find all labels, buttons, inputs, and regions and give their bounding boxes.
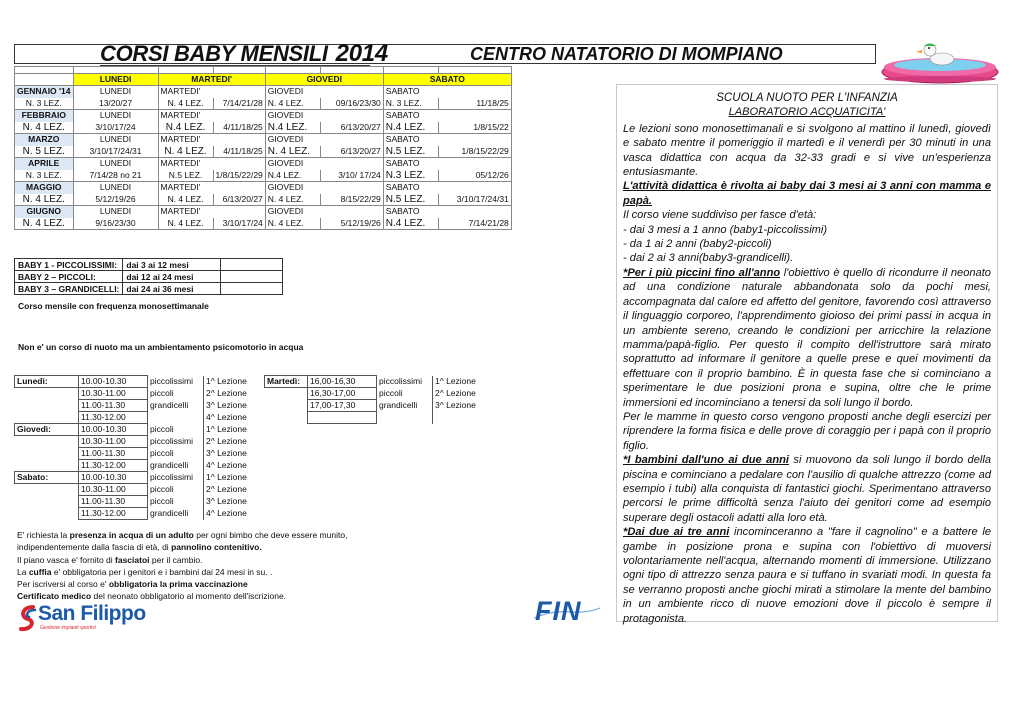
lesson-group: grandicelli <box>379 400 418 410</box>
lesson-time: 11.00-11.30 <box>79 400 148 412</box>
lesson-count: N.4 LEZ. <box>383 218 438 230</box>
lesson-number: 2^ Lezione <box>204 484 266 496</box>
category-name: BABY 2 – PICCOLI: <box>15 271 123 283</box>
lesson-group: grandicelli <box>150 508 189 518</box>
lesson-group: grandicelli <box>150 400 189 410</box>
month-name: GENNAIO '14 <box>15 86 74 98</box>
lesson-time: 16,00-16,30 <box>308 376 377 388</box>
day-label: SABATO <box>383 86 511 98</box>
lesson-time: 10.30-11.00 <box>79 388 148 400</box>
sanfilippo-name: San Filippo <box>38 602 146 625</box>
day-label: GIOVEDI <box>265 182 383 194</box>
lesson-dates: 8/15/22/29 <box>320 194 383 206</box>
lesson-number: 3^ Lezione <box>204 496 266 508</box>
panel-paragraph: Il corso viene suddiviso per fasce d'età: <box>623 209 817 222</box>
month-lesson-count: N. 4 LEZ. <box>15 194 74 206</box>
header-martedi: MARTEDI' <box>158 74 265 86</box>
month-lesson-count: N. 5 LEZ. <box>15 146 74 158</box>
sanfilippo-subtitle: Gestione impianti sportivi <box>40 625 96 631</box>
day-label: MARTEDI' <box>158 206 265 218</box>
schedule-row <box>15 146 512 158</box>
panel-subheading: LABORATORIO ACQUATICITA' <box>728 106 886 119</box>
lesson-time: 11.00-11.30 <box>79 496 148 508</box>
lesson-dates: 6/13/20/27 <box>320 122 383 134</box>
sanfilippo-mark-icon <box>16 604 38 632</box>
lesson-number: 4^ Lezione <box>204 508 266 520</box>
schedule-row <box>15 194 512 206</box>
day-label: SABATO <box>383 158 511 170</box>
panel-paragraph: *Per i più piccini fino all'anno l'obiettivo è quello di ricondurre il neonato ad una condizione naturale abbandonata solo da pochi mesi, accompagnata dal calore ed affetto del genitore, favorendo così attraverso il linguaggio corporeo, l'apprendimento gioioso dei primi passi in acqua in un ambiente sereno, creando le condizioni per arricchire la relazione mamma/papà-figlio. Per questo il compito dell'istruttore sarà mirato soprattutto ad informare il genitore a quelle prese e quei movimenti da effettuare con il proprio bambino. È in questa fase che si cominciano a sperimentare le due posizioni prona e supina, oltre che le prime immersioni ed incominciano a tenersi da soli lungo il bordo. <box>623 266 991 409</box>
lesson-day: Lunedì: <box>15 376 79 388</box>
page-title: CORSI BABY MENSILI 2014 <box>100 40 388 67</box>
day-label: LUNEDI <box>73 86 158 98</box>
lesson-number: 1^ Lezione <box>204 472 266 484</box>
lesson-row <box>15 412 266 424</box>
requirements-info <box>17 529 347 603</box>
header-lunedi: LUNEDI <box>73 74 158 86</box>
lesson-day: Sabato: <box>15 472 79 484</box>
lesson-time: 10.30-11.00 <box>79 484 148 496</box>
lesson-row <box>265 400 495 412</box>
day-label: LUNEDI <box>73 110 158 122</box>
lesson-time: 10.30-11.00 <box>79 436 148 448</box>
lesson-group <box>148 412 204 424</box>
lesson-dates: 6/13/20/27 <box>320 146 383 158</box>
lesson-row <box>265 376 495 388</box>
schedule-row <box>15 158 512 170</box>
lesson-day: Martedì: <box>265 376 308 388</box>
title-year: 2014 <box>335 40 388 67</box>
lesson-slots-table-right <box>264 375 495 424</box>
lesson-dates: 4/11/18/25 <box>213 122 265 134</box>
lesson-day <box>15 484 79 496</box>
lesson-group: piccolissimi <box>150 472 193 482</box>
lesson-time: 17,00-17,30 <box>308 400 377 412</box>
info-line: La cuffia e' obbligatoria per i genitori e i bambini dai 24 mesi in su. . <box>17 566 273 577</box>
lesson-dates: 5/12/19/26 <box>73 194 158 206</box>
category-range: dai 12 ai 24 mesi <box>123 271 221 283</box>
lesson-day <box>15 460 79 472</box>
lesson-time: 11.30-12.00 <box>79 412 148 424</box>
lesson-row <box>15 400 266 412</box>
lesson-count: N. 4 LEZ. <box>265 194 320 206</box>
lesson-day <box>15 436 79 448</box>
panel-heading: SCUOLA NUOTO PER L'INFANZIA <box>716 92 898 104</box>
header-sabato: SABATO <box>383 74 511 86</box>
lesson-dates: 7/14/28 no 21 <box>73 170 158 182</box>
schedule-row <box>15 122 512 134</box>
lesson-dates: 1/8/15/22/29 <box>213 170 265 182</box>
day-label: GIOVEDI <box>265 134 383 146</box>
header-giovedi: GIOVEDI <box>265 74 383 86</box>
lesson-group: grandicelli <box>150 460 189 470</box>
lesson-count: N. 4 LEZ. <box>158 98 213 110</box>
lesson-count: N.5 LEZ. <box>158 170 213 182</box>
lesson-count: N.4 LEZ. <box>265 122 320 134</box>
lesson-number: 1^ Lezione <box>433 376 495 388</box>
lesson-group: piccolissimi <box>150 436 193 446</box>
month-name: MAGGIO <box>15 182 74 194</box>
month-name: MARZO <box>15 134 74 146</box>
category-row <box>15 259 283 271</box>
day-label: LUNEDI <box>73 134 158 146</box>
lesson-row <box>15 424 266 436</box>
lesson-row <box>15 484 266 496</box>
lesson-number: 2^ Lezione <box>204 436 266 448</box>
month-name: GIUGNO <box>15 206 74 218</box>
lesson-dates: 05/12/26 <box>438 170 511 182</box>
lesson-number: 3^ Lezione <box>204 400 266 412</box>
lesson-count: N. 4 LEZ. <box>265 98 320 110</box>
lesson-time: 11.30-12.00 <box>79 508 148 520</box>
lesson-dates: 3/10/17/24 <box>213 218 265 230</box>
day-label: MARTEDI' <box>158 134 265 146</box>
lesson-row <box>15 448 266 460</box>
day-label: MARTEDI' <box>158 182 265 194</box>
lesson-row <box>15 508 266 520</box>
lesson-group: piccoli <box>379 388 403 398</box>
info-line: Per iscriversi al corso e' obbligatoria la prima vaccinazione <box>17 579 248 590</box>
lesson-day <box>15 508 79 520</box>
lesson-row <box>15 496 266 508</box>
lesson-day <box>15 412 79 424</box>
day-label: MARTEDI' <box>158 110 265 122</box>
lesson-count: N.4 LEZ. <box>383 122 438 134</box>
day-label: LUNEDI <box>73 182 158 194</box>
schedule-row <box>15 86 512 98</box>
sanfilippo-logo <box>16 604 166 634</box>
day-label: GIOVEDI <box>265 158 383 170</box>
schedule-row <box>15 98 512 110</box>
lesson-dates: 3/10/17/24 <box>73 122 158 134</box>
lesson-day <box>15 496 79 508</box>
category-row <box>15 283 283 295</box>
day-label: LUNEDI <box>73 206 158 218</box>
lesson-group: piccolissimi <box>150 376 193 386</box>
fin-logo <box>532 598 602 626</box>
schedule-row <box>15 110 512 122</box>
month-lesson-count: N. 3 LEZ. <box>15 170 74 182</box>
lesson-group: piccoli <box>150 424 174 434</box>
lesson-group: piccoli <box>150 448 174 458</box>
month-name: FEBBRAIO <box>15 110 74 122</box>
category-name: BABY 3 – GRANDICELLI: <box>15 283 123 295</box>
lesson-group: piccolissimi <box>379 376 422 386</box>
lesson-dates: 3/10/17/24/31 <box>438 194 511 206</box>
lesson-dates: 7/14/21/28 <box>213 98 265 110</box>
day-label: SABATO <box>383 206 511 218</box>
lesson-time: 11.30-12.00 <box>79 460 148 472</box>
schedule-row <box>15 218 512 230</box>
lesson-row <box>15 376 266 388</box>
lesson-dates: 6/13/20/27 <box>213 194 265 206</box>
lesson-number: 2^ Lezione <box>433 388 495 400</box>
category-range: dai 3 ai 12 mesi <box>123 259 221 271</box>
lesson-count: N.5 LEZ. <box>383 194 438 206</box>
panel-list-item: - da 1 ai 2 anni (baby2-piccoli) <box>623 238 772 251</box>
lesson-dates: 3/10/17/24/31 <box>73 146 158 158</box>
lesson-number: 2^ Lezione <box>204 388 266 400</box>
lesson-count: N.5 LEZ. <box>383 146 438 158</box>
category-row <box>15 271 283 283</box>
frequency-note: Corso mensile con frequenza monosettimanale <box>18 301 209 311</box>
month-name: APRILE <box>15 158 74 170</box>
panel-paragraph: Per le mamme in questo corso vengono proposti anche degli esercizi per riprendere la forma fisica e delle prove di coraggio per i papà con il proprio figlio. <box>623 410 991 452</box>
info-line: Certificato medico del neonato obbligatorio al momento dell'iscrizione. <box>17 591 287 602</box>
lesson-dates: 9/16/23/30 <box>73 218 158 230</box>
center-name: CENTRO NATATORIO DI MOMPIANO <box>470 44 783 64</box>
lesson-dates: 11/18/25 <box>438 98 511 110</box>
panel-list-item: - dai 3 mesi a 1 anno (baby1-piccolissimi) <box>623 223 828 236</box>
lesson-number: 3^ Lezione <box>204 448 266 460</box>
info-line: E' richiesta la presenza in acqua di un adulto per ogni bimbo che deve essere munito, <box>17 530 348 540</box>
lesson-day <box>15 388 79 400</box>
lesson-dates: 4/11/18/25 <box>213 146 265 158</box>
category-range: dai 24 ai 36 mesi <box>123 283 221 295</box>
lesson-number: 1^ Lezione <box>204 376 266 388</box>
lesson-row <box>15 472 266 484</box>
panel-paragraph: *I bambini dall'uno ai due anni si muovono da soli lungo il bordo della piscina e cominciano a pedalare con l'ausilio di qualche attrezzo (come ad esempio i tubi) alla conquista di fantastici giochi. Sperimentano attraverso percorsi le prime difficoltà senza l'aiuto dei genitori come ad esempio superare degli ostacoli adatti alla loro età. <box>623 454 991 524</box>
lesson-count: N.4 LEZ. <box>265 170 320 182</box>
schedule-row <box>15 182 512 194</box>
panel-list-item: - dai 2 ai 3 anni(baby3-grandicelli). <box>623 252 794 265</box>
lesson-day <box>265 400 308 412</box>
schedule-row <box>15 134 512 146</box>
duck-pool-icon <box>878 42 1002 86</box>
fin-name: FIN <box>535 596 582 626</box>
lesson-count: N. 4 LEZ. <box>265 218 320 230</box>
lesson-dates: 7/14/21/28 <box>438 218 511 230</box>
environment-note: Non e' un corso di nuoto ma un ambientamento psicomotorio in acqua <box>18 342 304 352</box>
month-lesson-count: N. 4 LEZ. <box>15 218 74 230</box>
lesson-group: piccoli <box>150 484 174 494</box>
lesson-count: N.4 LEZ. <box>158 122 213 134</box>
lesson-row <box>265 412 495 424</box>
lesson-dates: 1/8/15/22 <box>438 122 511 134</box>
lesson-dates: 5/12/19/26 <box>320 218 383 230</box>
schedule-header-row <box>15 74 512 86</box>
lesson-time: 16,30-17,00 <box>308 388 377 400</box>
schedule-row <box>15 206 512 218</box>
day-label: MARTEDI' <box>158 86 265 98</box>
lesson-day <box>15 400 79 412</box>
panel-paragraph: *Dai due ai tre anni incominceranno a "fare il cagnolino" e a battere le gambe in posizione prona e supina con l'obiettivo di muoversi volontariamente nell'acqua, alternando momenti di immersione. Utilizzano ogni tipo di attrezzo senza paura e si tuffano in svariati modi. In questa fa se verranno proposti anche giochi mirati a stimolare la mente del bambino in un ambiente ricco di nuove emozioni dove il piccolo è sempre il protagonista. <box>623 526 992 625</box>
lesson-dates: 13/20/27 <box>73 98 158 110</box>
lesson-number: 4^ Lezione <box>204 412 266 424</box>
panel-paragraph: Le lezioni sono monosettimanali e si svolgono al mattino il lunedì, giovedì e sabato mentre il pomeriggio il martedì e il venerdì per 30 minuti in una vasca didattica con acqua da 32-33 gradi e si vive un'esperienza entusiasmante. <box>623 122 991 179</box>
lesson-row <box>15 460 266 472</box>
lesson-count: N. 4 LEZ. <box>265 146 320 158</box>
day-label: SABATO <box>383 110 511 122</box>
lesson-number: 1^ Lezione <box>204 424 266 436</box>
day-label: LUNEDI <box>73 158 158 170</box>
lesson-count: N. 4 LEZ. <box>158 194 213 206</box>
lesson-count: N.3 LEZ. <box>383 170 438 182</box>
day-label: MARTEDI' <box>158 158 265 170</box>
lesson-dates: 3/10/ 17/24 <box>320 170 383 182</box>
lesson-number: 4^ Lezione <box>204 460 266 472</box>
lesson-dates: 1/8/15/22/29 <box>438 146 511 158</box>
schedule-row <box>15 170 512 182</box>
lesson-day <box>265 388 308 400</box>
lesson-dates: 09/16/23/30 <box>320 98 383 110</box>
lesson-day <box>15 448 79 460</box>
month-lesson-count: N. 3 LEZ. <box>15 98 74 110</box>
day-label: SABATO <box>383 134 511 146</box>
lesson-row <box>15 436 266 448</box>
lesson-row <box>265 388 495 400</box>
info-line: Il piano vasca e' fornito di fasciatoi per il cambio. <box>17 554 203 565</box>
lesson-time: 10.00-10.30 <box>79 472 148 484</box>
lesson-count: N. 4 LEZ. <box>158 146 213 158</box>
monthly-schedule-table <box>14 66 512 230</box>
lesson-count: N. 3 LEZ. <box>383 98 438 110</box>
lesson-count: N. 4 LEZ. <box>158 218 213 230</box>
lesson-time: 11.00-11.30 <box>79 448 148 460</box>
lesson-group: piccoli <box>150 388 174 398</box>
lesson-number: 3^ Lezione <box>433 400 495 412</box>
lesson-day: Giovedì: <box>15 424 79 436</box>
lesson-group: piccoli <box>150 496 174 506</box>
day-label: GIOVEDI <box>265 206 383 218</box>
lesson-time: 10.00-10.30 <box>79 424 148 436</box>
info-line: indipendentemente dalla fascia di età, di pannolino contenitivo. <box>17 542 262 553</box>
course-description-panel <box>616 84 998 625</box>
day-label: GIOVEDI <box>265 110 383 122</box>
lesson-row <box>15 388 266 400</box>
category-name: BABY 1 - PICCOLISSIMI: <box>15 259 123 271</box>
lesson-time: 10.00-10.30 <box>79 376 148 388</box>
lesson-slots-table-left <box>14 375 266 520</box>
schedule-spacer-row <box>15 67 512 74</box>
day-label: GIOVEDI <box>265 86 383 98</box>
day-label: SABATO <box>383 182 511 194</box>
age-categories-table <box>14 258 283 295</box>
month-lesson-count: N. 4 LEZ. <box>15 122 74 134</box>
panel-paragraph: L'attività didattica è rivolta ai baby dai 3 mesi ai 3 anni con mamma e papà. <box>623 180 991 207</box>
